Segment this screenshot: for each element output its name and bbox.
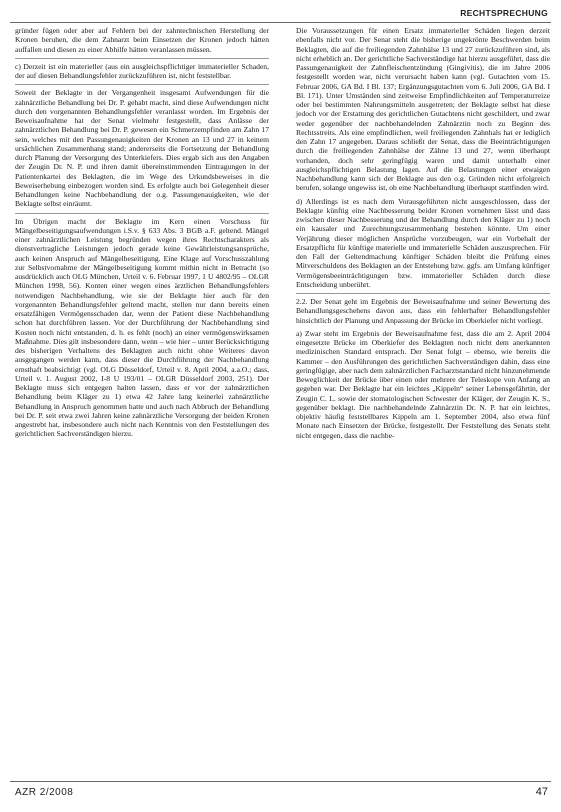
paragraph-divider [15,213,269,214]
header-rule [10,22,551,23]
paragraph-divider [15,58,269,59]
right-paragraph-2: d) Allerdings ist es nach dem Vorausgeführten nicht ausgeschlossen, dass der Beklagte künftig eine Nachbesserung beider Kronen vornehmen lässt und dass zwischen dieser Nachbesserung und der Behandlung durch den Kläger zu 1) noch ein kausaler und Zurechnungszusammenhang bestehen könnte. Um einer Verjährung dieser möglichen Ansprüche vorzubeugen, war ein Vorbehalt der Ersatzpflicht für künftige materielle und immaterielle Schäden auszusprechen. Für den Fall der Geltendmachung künftiger Schäden bleibt die Prüfung eines Mitverschuldens des Beklagten an der Entstehung bzw. ggfs. am Umfang künftiger Vermögensbeeinträchtigungen bzw. immaterieller Schäden durch diese Entscheidung unberührt. [296,196,550,289]
left-paragraph-3: Soweit der Beklagte in der Vergangenheit insgesamt Aufwendungen für die zahnärztliche Behandlung bei Dr. P. gehabt macht, sind diese Aufwendungen nicht durch den vorgenannten Behandlungsfehler veranlasst worden. Im Ergebnis der Beweisaufnahme hat der Senat vielmehr festgestellt, dass Anlässe der zahnärztlichen Behandlung bei Dr. P. gewesen ein Schmerzempfinden am Zahn 17 sein, welches mit den Passungenauigkeiten der Kronen an 13 und 27 in keinem ursächlichen Zusammenhang stand; andererseits die Fortsetzung der Behandlung durch Planung der Versorgung des Unterkiefers. Dies ergab sich aus den Angaben der Zeugin Dr. N. P. und ihren damit übereinstimmenden Eintragungen in der Patientenkartei des Beklagten, die im Wege des Urkundsbeweises in die Beweiserhebung einbezogen worden sind. Es erfolgte auch bei Gelegenheit dieser Behandlungen keine Nachbehandlung der o.g. Passungenauigkeiten, wie der Beklagte selbst einräumt. [15,88,269,209]
page-number: 47 [535,786,548,798]
left-column [15,26,269,439]
right-paragraph-3: 2.2. Der Senat geht im Ergebnis der Beweisaufnahme und seiner Bewertung des Behandlungsgeschehens davon aus, dass ein fehlerhafter Behandlungsfehler hinsichtlich der Planung und Anpassung der Brücke im Oberkiefer nicht vorliegt. [296,297,550,325]
paragraph-divider [296,293,550,294]
right-paragraph-1: Die Voraussetzungen für einen Ersatz immaterieller Schäden liegen derzeit ebenfalls nicht vor. Der Senat steht die bisherige ungekrönte Beschwerden beim Beklagten, die auf die freiliegenden Zahnhälse 13 und 27 zurückzuführen sind, als nicht erheblich an. Der gerichtliche Sachverständige hat hierzu ausgeführt, dass die Passungenauigkeit der Zahnfleischentzündung (Gingivitis), die im Jahre 2006 festgestellt worden war, nicht verursacht haben kann (vgl. Gutachten vom 15. Februar 2006, GA Bd. I Bl. 137; Ergänzungsgutachten vom 6. Juli 2006, GA Bd. I Bl. 171). Unter Umständen sind zeitweise Empfindlichkeiten auf Temperaturreize oder bei bestimmten Nahrungsmitteln ausgetreten; der Beklagte selbst hat diese jedoch vor der Erstattung des gerichtlichen Gutachtens nicht geschildert, und zwar weder gegenüber der nachbehandelnden Zahnärztin noch zu Beginn des Rechtsstreits. Als eine empfindlichen, weil freiliegenden Zahnhals hat er lediglich den Zahn 17 angegeben. Daraus schließt der Senat, dass die Beeinträchtigungen durch die freiliegenden Zahnhälse der Zähne 13 und 27, wenn überhaupt vorhanden, doch sehr geringfügig waren und damit unterhalb einer ausgleichspflichtigen Belastung lagen. Auf die Belastungen einer etwaigen Nachbehandlung kann sich der Beklagte aus den o.g. Gründen nicht erfolgreich berufen, solange ungewiss ist, ob eine Nachbehandlung überhaupt stattfinden wird. [296,26,550,193]
left-paragraph-4: Im Übrigen macht der Beklagte im Kern einen Vorschuss für Mängelbeseitigungsaufwendungen i.S.v. § 633 Abs. 3 BGB a.F. geltend. Mängel einer zahnärztlichen Leistung begründen wegen ihres Rechtscharakters als dienstvertragliche Leistungen jedoch gerade keine Gewährleistungsansprüche, auch keinen Anspruch auf Mängelbeseitigung. Eine Klage auf Vorschusszahlung zur Selbstvornahme der Mängelbeseitigung kommt mithin nicht in Betracht (so ausdrücklich auch OLG München, Urteil v. 6. Februar 1997, 1 U 4802/95 – OLGR München 1998, 56). Konten einer wegen eines ärztlichen Behandlungsfehlers notwendigen Nachbehandlung, wie sie der Beklagte hier auch für den vorgenannten Behandlungsfehler geltend macht, stellen nur dann bereits einen ersatzfähigen Vermögensschaden dar, wenn der Patient diese Nachbehandlung schon hat durchführen lassen. Vor der Durchführung der Nachbehandlung sind Kosten noch nicht entstanden, d. h. es fehlt (noch) an einer vermögenswirksamen Maßnahme. Dies gilt insbesondere dann, wenn – wie hier – unter Berücksichtigung des bisherigen Verhaltens des Beklagten auch nicht ohne Weiteres davon ausgegangen werden kann, dass dieser die Durchführung der Nachbehandlung ernsthaft beabsichtigt (vgl. OLG Düsseldorf, Urteil v. 8. April 2004, a.a.O.; dass, Urteil v. 1. August 2002, I-8 U 193/01 – OLGR Düsseldorf 2003, 251). Der Beklagte muss sich entgegen halten lassen, dass er vor der zahnärztlichen Behandlung beim Kläger zu 1) etwa 42 Jahre lang keinerlei zahnärztliche Behandlung in Anspruch genommen hatte und auch nach Abbruch der Behandlung bei Dr. P. seit etwa zwei Jahren keine zahnärztliche Versorgung der beiden Kronen angestrebt hat, insbesondere auch nicht nach Kenntnis von den Feststellungen des gerichtlichen Sachverständigen hierzu. [15,216,269,439]
right-column [296,26,550,440]
paragraph-divider [15,84,269,85]
right-paragraph-4: a) Zwar steht im Ergebnis der Beweisaufnahme fest, dass die am 2. April 2004 eingesetzte Brücke im Oberkiefer des Beklagten noch nicht dem anerkannten medizinischen Standard entsprach. Der Senat folgt – ebenso, wie bereits die Kammer – den Ausführungen des gerichtlichen Sachverständigen dahin, dass eine geringfügige, aber nach dem zahnärztlichen Facharztstandard nicht hinzunehmende Beweglichkeit der Brücke über einen oder mehrere der Teleskope von Anfang an gegeben war. Der Beklagte hat ein leichtes „Kippeln“ seiner Lebensgefährtin, der Zeugin C. L. sowie der stomatologischen Schwester der Kläger, der Zeugin K. S., gegenüber beklagt. Die nachbehandelnde Zahnärztin Dr. N. P. hat ein leichtes, objektiv häufig feststellbares Kippeln am 1. September 2004, also etwa fünf Monate nach Einsetzen der Brücke, festgestellt. Der Feststellung des Senats steht nicht entgegen, dass die nachbe- [296,328,550,440]
section-header: RECHTSPRECHUNG [460,8,548,18]
journal-issue: AZR 2/2008 [15,787,74,798]
left-paragraph-1: gründer fügen oder aber auf Fehlern bei der zahntechnischen Herstellung der Kronen beruhen, die dem Zahnarzt beim Einsetzen der Kronen jedoch hätten auffallen und diesen zu einer Abhilfe hätten veranlassen müssen. [15,26,269,54]
footer-rule [10,781,551,782]
left-paragraph-2: c) Derzeit ist ein materieller (aus ein ausgleichspflichtiger immaterieller Schaden, der auf diesen Behandlungsfehler zurückzuführen ist, nicht feststellbar. [15,61,269,80]
